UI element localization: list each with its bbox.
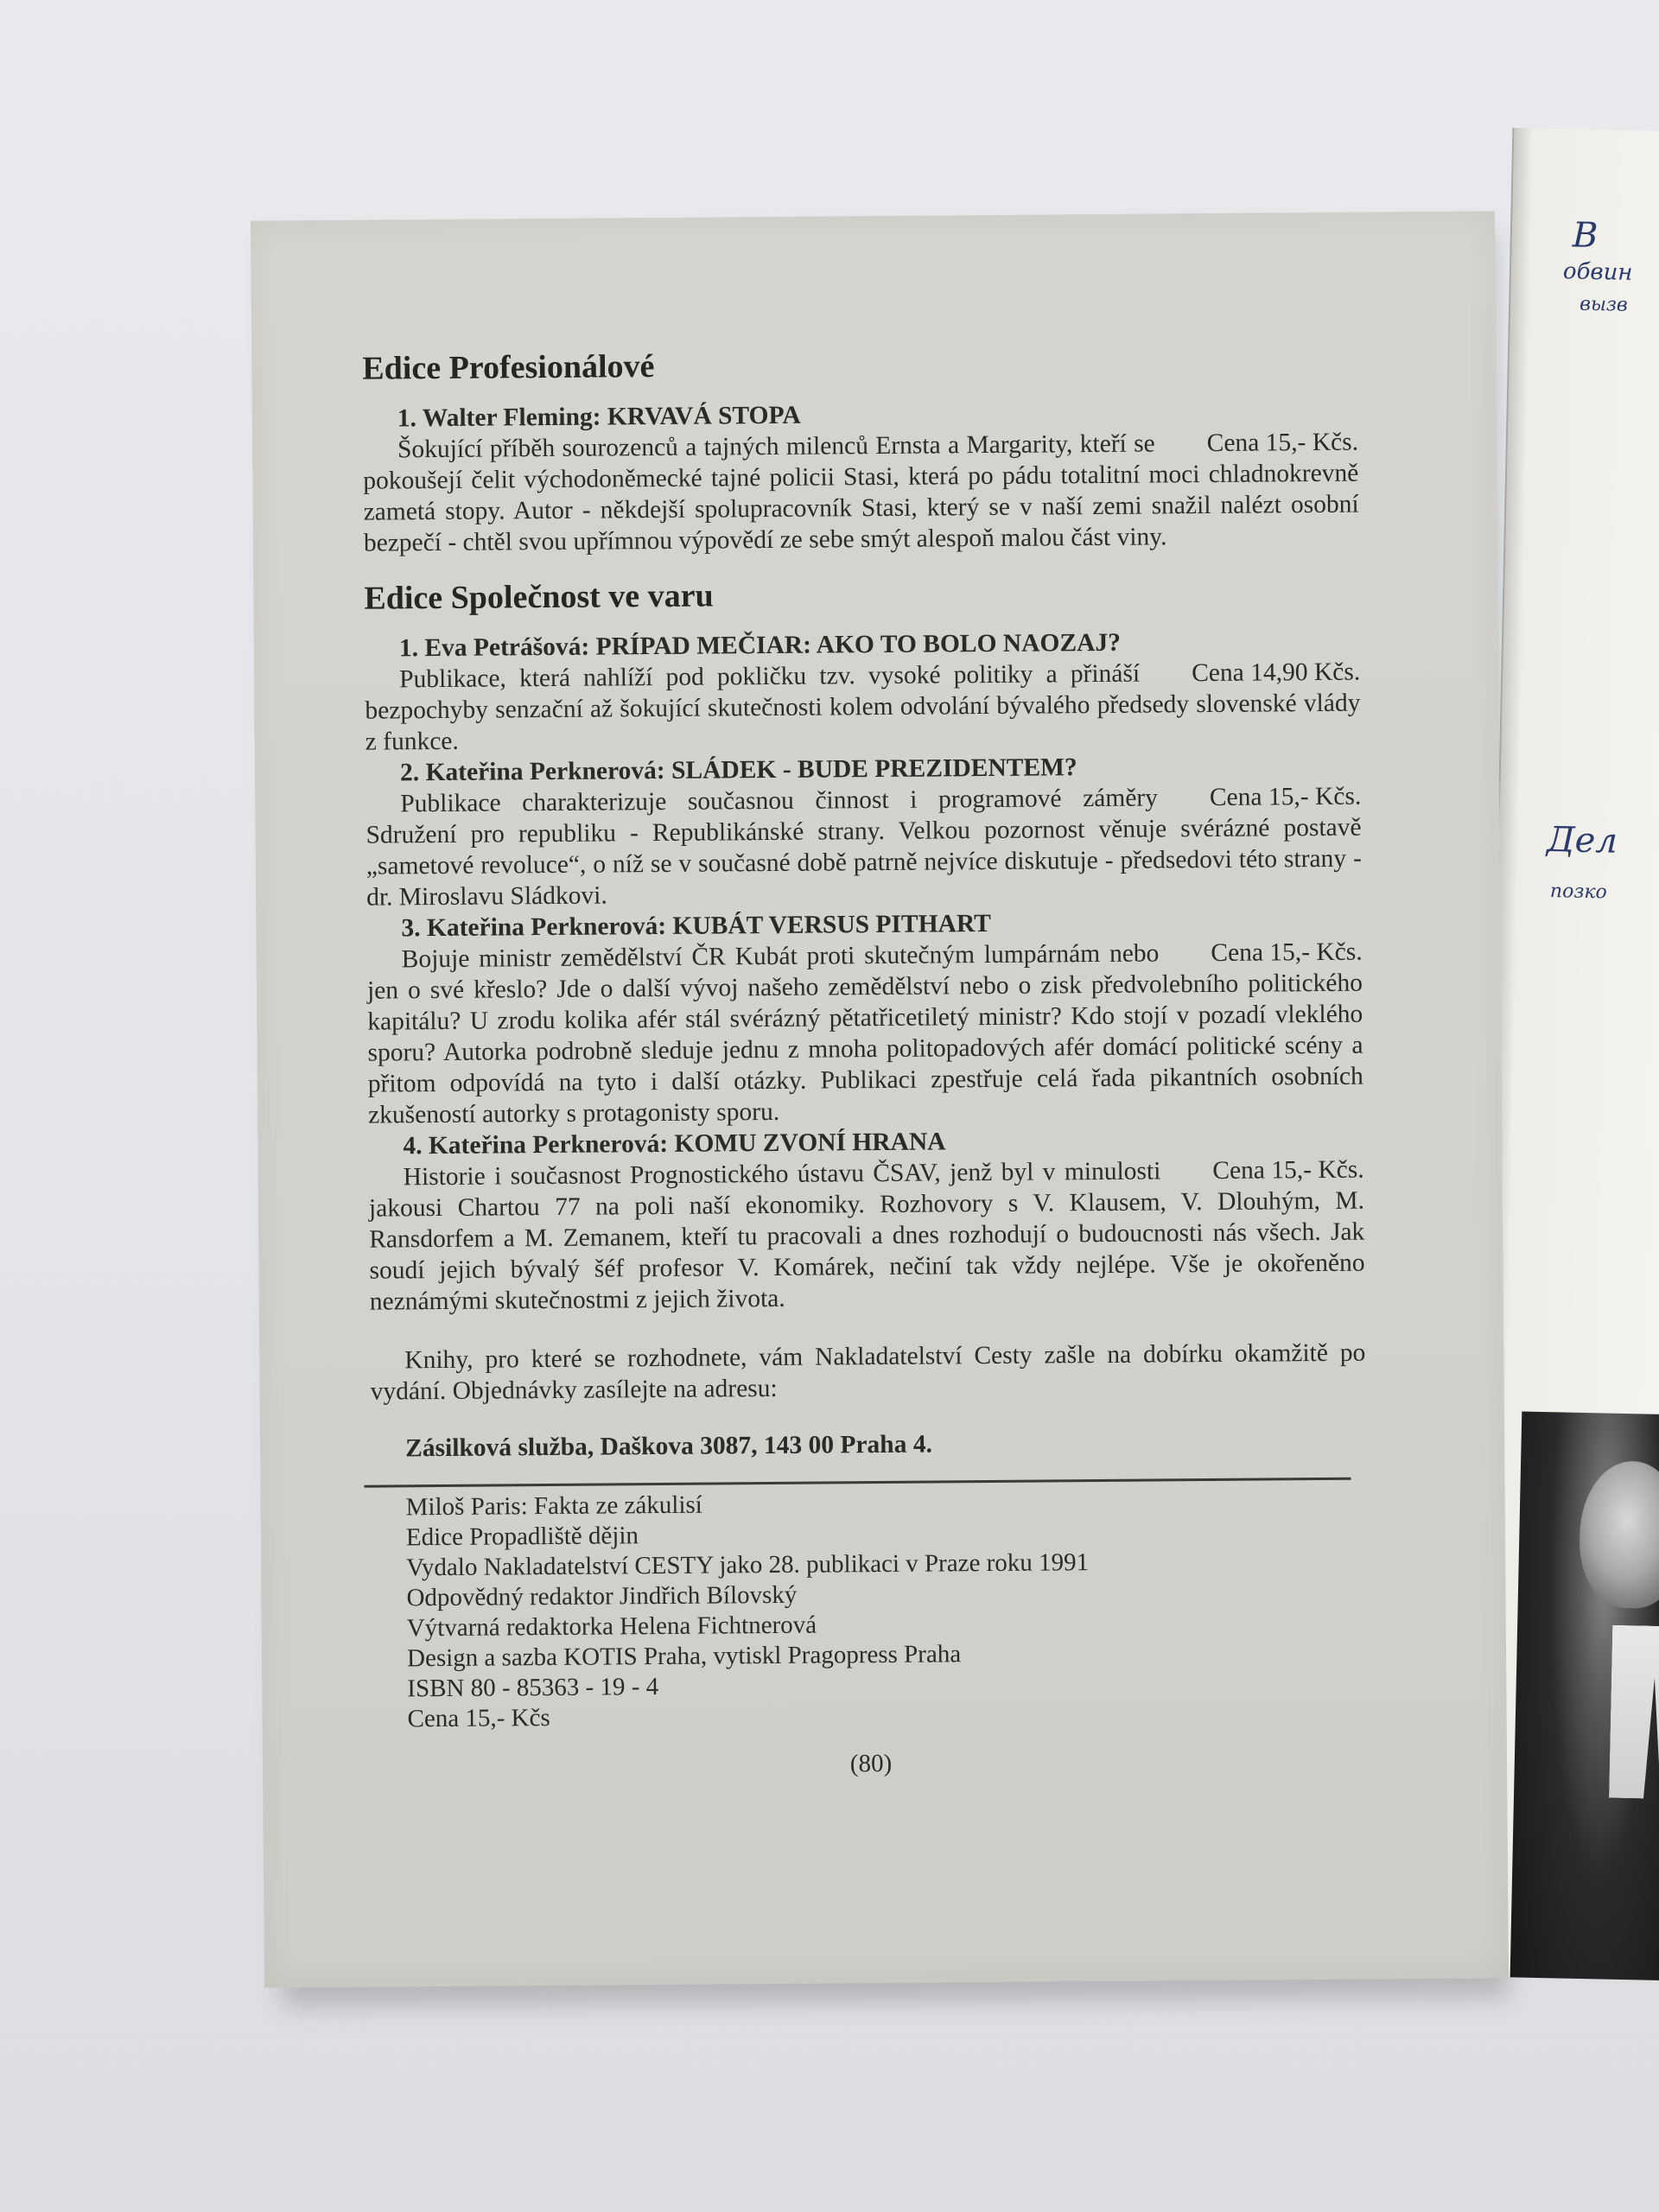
section-spolecnost-ve-varu	[364, 572, 1365, 1318]
book-item	[363, 396, 1359, 559]
book-title: 1. Eva Petrášová: PRÍPAD MEČIAR: AKO TO BOLO NAOZAJ?	[398, 628, 1122, 663]
imprint-line: Design a sazba KOTIS Praha, vytiskl Pragopress Praha	[406, 1640, 962, 1673]
section-profesionalove	[362, 342, 1359, 559]
book-price: Cena 15,- Kčs.	[1212, 1155, 1364, 1185]
section-heading: Edice Profesionálové	[362, 348, 655, 387]
book-description: Cena 15,- Kčs. Historie i současnost Prognostického ústavu ČSAV, jenž byl v minulosti jakousi Chartou 77 na poli naší ekonomiky. Rozhovory s V. Klausem, V. Dlouhým, M. Ransdorfem a M. Zemanem, kteří tu pracovali a dnes rozhodují o budoucnosti nás všech. Jak soudí jejich bývalý šéf profesor V. Komárek, nečiní tak vždy nejlépe. Vše je okořeněno neznámými skutečnostmi z jejich života.	[368, 1155, 1365, 1316]
section-heading: Edice Společnost ve varu	[364, 577, 714, 617]
book-title: 4. Kateřina Perknerová: KOMU ZVONÍ HRANA	[403, 1128, 946, 1160]
book-item	[368, 1123, 1365, 1318]
order-info: Knihy, pro které se rozhodnete, vám Nakladatelství Cesty zašle na dobírku okamžitě po vydání. Objednávky zasílejte na adresu:	[370, 1338, 1366, 1406]
page-content	[362, 342, 1369, 1783]
book-title: 3. Kateřina Perknerová: KUBÁT VERSUS PITHART	[401, 909, 991, 943]
book-price: Cena 14,90 Kčs.	[1192, 658, 1361, 688]
imprint-line: Edice Propadliště dějin	[405, 1522, 639, 1552]
book-description: Cena 15,- Kčs. Bojuje ministr zemědělství ČR Kubát proti skutečným lumpárnám nebo jen o své křeslo? Jde o další vývoj našeho zemědělství nebo o zisk předvolebního politického kapitálu? U zrodu kolika afér stál svérázný pětatřicetiletý ministr? Kdo stojí v pozadí vleklého sporu? Autorka podrobně sleduje jednu z mnoha politopadových afér domácí politické scény a přitom odpovídá na tyto i další otázky. Publikaci zpestřuje celá řada pikantních osobních zkušeností autorky s protagonisty sporu.	[366, 938, 1363, 1129]
imprint-line: ISBN 80 - 85363 - 19 - 4	[407, 1673, 659, 1703]
page-number: (80)	[849, 1749, 893, 1778]
book-item	[366, 906, 1363, 1131]
book-price: Cena 15,- Kčs.	[1209, 782, 1362, 811]
facing-script-2: обвин	[1562, 258, 1633, 286]
booklet-page	[251, 211, 1509, 1987]
book-title: 2. Kateřina Perknerová: SLÁDEK - BUDE PREZIDENTEM?	[399, 753, 1077, 787]
imprint	[372, 1485, 1369, 1735]
imprint-line: Vydalo Nakladatelství CESTY jako 28. publikaci v Praze roku 1991	[406, 1548, 1090, 1582]
book-item	[365, 626, 1361, 758]
imprint-line: Výtvarná redaktorka Helena Fichtnerová	[406, 1611, 817, 1643]
book-title: 1. Walter Fleming: KRVAVÁ STOPA	[397, 401, 801, 433]
book-price: Cena 15,- Kčs.	[1206, 428, 1359, 458]
facing-script-1: В	[1572, 215, 1599, 257]
facing-script-5: позко	[1549, 880, 1607, 904]
book-item	[365, 750, 1362, 913]
order-address: Zásilková služba, Daškova 3087, 143 00 Praha 4.	[405, 1430, 933, 1463]
imprint-line: Cena 15,- Kčs	[407, 1704, 550, 1733]
facing-script-3: вызв	[1579, 293, 1628, 316]
imprint-line: Miloš Paris: Fakta ze zákulisí	[405, 1491, 702, 1522]
book-description: Cena 15,- Kčs. Publikace charakterizuje současnou činnost i programové záměry Sdružení pro republiku - Republikánské strany. Velkou pozornost věnuje svérázné postavě „sametové revoluce“, o níž se v současné době patrně nejvíce diskutuje - předsedovi této strany - dr. Miroslavu Sládkovi.	[365, 782, 1362, 912]
facing-photo	[1509, 1411, 1659, 1980]
facing-script-4: Дел	[1546, 819, 1618, 861]
book-price: Cena 15,- Kčs.	[1211, 938, 1363, 967]
book-description: Cena 14,90 Kčs. Publikace, která nahlíží pod pokličku tzv. vysoké politiky a přináší bezpochyby senzační až šokující skutečnosti kolem odvolání bývalého předsedy slovenské vlády z funkce.	[365, 658, 1361, 756]
book-description: Cena 15,- Kčs. Šokující příběh sourozenců a tajných milenců Ernsta a Margarity, kteří se pokoušejí čelit východoněmecké tajné policii Stasi, která po pádu totalitní moci chladnokrevně zametá stopy. Autor - někdejší spolupracovník Stasi, který se v naší zemi snažil nalézt osobní bezpečí - chtěl svou upřímnou výpovědí ze sebe smýt alespoň malou část viny.	[363, 428, 1359, 557]
imprint-line: Odpovědný redaktor Jindřich Bílovský	[406, 1580, 798, 1612]
